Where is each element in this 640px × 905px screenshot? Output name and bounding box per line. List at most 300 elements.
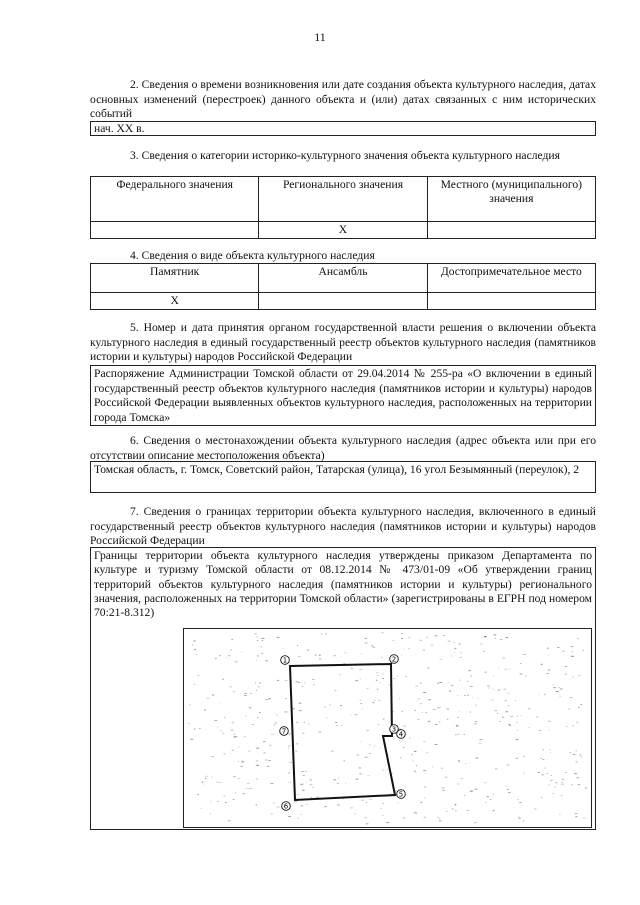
plan-speckle	[466, 810, 469, 811]
plan-speckle	[479, 743, 481, 744]
plan-speckle	[495, 768, 497, 769]
plan-speckle	[418, 698, 420, 699]
plan-speckle	[426, 637, 428, 638]
plan-speckle	[401, 638, 403, 639]
plan-speckle	[276, 715, 277, 716]
plan-speckle	[296, 722, 298, 723]
plan-speckle	[440, 659, 443, 660]
plan-speckle	[401, 633, 404, 634]
type-ensemble-mark	[259, 293, 427, 310]
section-2-value: нач. XX в.	[90, 121, 596, 136]
plan-speckle	[381, 808, 382, 809]
plan-speckle	[194, 729, 196, 730]
category-table	[90, 176, 596, 239]
plan-speckle	[233, 776, 236, 777]
plan-speckle	[304, 683, 305, 684]
plan-speckle	[205, 778, 206, 779]
plan-speckle	[231, 730, 234, 731]
plan-speckle	[583, 818, 586, 819]
plan-speckle	[412, 761, 414, 762]
plan-speckle	[467, 695, 469, 696]
plan-speckle	[545, 768, 546, 769]
plan-speckle	[312, 679, 315, 680]
plan-speckle	[528, 727, 530, 728]
plan-speckle	[570, 752, 571, 753]
plan-speckle	[405, 676, 406, 677]
plan-speckle	[517, 730, 518, 731]
plan-speckle	[246, 788, 247, 789]
plan-speckle	[421, 802, 423, 803]
plan-speckle	[403, 818, 406, 819]
plan-speckle	[502, 717, 504, 718]
plan-speckle	[361, 653, 362, 654]
plan-speckle	[321, 634, 322, 635]
plan-speckle	[193, 641, 196, 642]
plan-speckle	[299, 710, 302, 711]
plan-speckle	[573, 754, 575, 755]
plan-speckle	[423, 692, 426, 693]
plan-speckle	[263, 753, 265, 754]
plan-speckle	[271, 783, 274, 784]
plan-speckle	[576, 762, 578, 763]
type-table	[90, 263, 596, 310]
plan-speckle	[345, 783, 346, 784]
plan-speckle	[459, 680, 460, 681]
plan-speckle	[505, 669, 507, 670]
plan-speckle	[424, 797, 426, 798]
plan-speckle	[364, 817, 367, 818]
plan-speckle	[451, 685, 453, 686]
plan-speckle	[498, 668, 499, 669]
plan-speckle	[238, 747, 239, 748]
plan-speckle	[458, 760, 460, 761]
plan-speckle	[262, 640, 263, 641]
plan-speckle	[361, 800, 364, 801]
plan-speckle	[377, 689, 379, 690]
plan-speckle	[299, 703, 302, 704]
plan-speckle	[383, 678, 385, 679]
plan-speckle	[256, 804, 257, 805]
plan-speckle	[448, 641, 451, 642]
plan-speckle	[334, 655, 337, 656]
plan-speckle	[566, 726, 568, 727]
plan-speckle	[303, 775, 305, 776]
plan-speckle	[571, 646, 574, 647]
point-label-2: 2	[391, 655, 397, 664]
plan-speckle	[581, 704, 582, 705]
plan-speckle	[458, 734, 460, 735]
boundary-plan	[183, 628, 592, 828]
point-marker-5	[397, 790, 406, 799]
plan-speckle	[556, 782, 558, 783]
plan-speckle	[401, 655, 402, 656]
plan-speckle	[345, 653, 347, 654]
section-6-value: Томская область, г. Томск, Советский район, Татарская (улица), 16 угол Безымянный (переулок), 2	[90, 461, 596, 493]
plan-speckle	[371, 645, 373, 646]
plan-speckle	[307, 650, 309, 651]
plan-speckle	[215, 658, 217, 659]
plan-speckle	[517, 722, 518, 723]
plan-speckle	[571, 656, 573, 657]
plan-speckle	[214, 720, 217, 721]
plan-speckle	[572, 651, 573, 652]
plan-speckle	[196, 654, 197, 655]
plan-speckle	[224, 717, 225, 718]
plan-speckle	[205, 776, 208, 777]
plan-speckle	[301, 771, 304, 772]
plan-speckle	[483, 651, 485, 652]
plan-speckle	[266, 699, 269, 700]
plan-speckle	[225, 802, 227, 803]
plan-speckle	[438, 708, 440, 709]
plan-speckle	[267, 766, 270, 767]
plan-speckle	[416, 765, 417, 766]
plan-speckle	[420, 703, 422, 704]
plan-speckle	[256, 637, 257, 638]
plan-speckle	[437, 817, 438, 818]
plan-speckle	[441, 768, 443, 769]
plan-speckle	[493, 794, 494, 795]
plan-speckle	[360, 741, 361, 742]
plan-speckle	[439, 821, 442, 822]
plan-speckle	[583, 650, 584, 651]
section-5-value: Распоряжение Администрации Томской области от 29.04.2014 № 255-ра «О включении в единый государственный реестр объектов культурного наследия (памятников истории и культуры) народов Российской Федерации выявленных объектов культурного наследия, расположенных на территории города Томска»	[90, 365, 596, 426]
plan-speckle	[319, 655, 321, 656]
plan-speckle	[446, 811, 447, 812]
plan-speckle	[247, 783, 250, 784]
plan-speckle	[577, 638, 579, 639]
category-regional-mark: X	[259, 222, 427, 239]
plan-speckle	[451, 656, 452, 657]
plan-speckle	[256, 690, 257, 691]
plan-speckle	[245, 715, 247, 716]
plan-speckle	[244, 693, 247, 694]
plan-speckle	[351, 715, 352, 716]
plan-speckle	[414, 771, 416, 772]
plan-speckle	[400, 757, 401, 758]
plan-speckle	[192, 645, 193, 646]
plan-speckle	[207, 698, 210, 699]
plan-speckle	[297, 818, 299, 819]
plan-speckle	[369, 799, 372, 800]
plan-speckle	[301, 814, 303, 815]
plan-speckle	[548, 655, 549, 656]
plan-speckle	[202, 781, 203, 782]
plan-speckle	[335, 690, 337, 691]
plan-speckle	[308, 724, 310, 725]
plan-speckle	[340, 705, 342, 706]
plan-speckle	[576, 722, 579, 723]
plan-speckle	[475, 705, 477, 706]
plan-speckle	[223, 733, 225, 734]
plan-speckle	[543, 750, 544, 751]
plan-speckle	[448, 683, 449, 684]
plan-speckle	[289, 734, 291, 735]
plan-speckle	[560, 689, 563, 690]
plan-speckle	[475, 721, 477, 722]
plan-speckle	[546, 673, 549, 674]
plan-speckle	[229, 686, 232, 687]
plan-speckle	[383, 803, 384, 804]
plan-speckle	[484, 782, 487, 783]
plan-speckle	[402, 741, 403, 742]
plan-speckle	[516, 739, 519, 740]
plan-speckle	[505, 700, 507, 701]
plan-speckle	[508, 792, 510, 793]
plan-speckle	[338, 777, 339, 778]
plan-speckle	[399, 698, 400, 699]
plan-speckle	[188, 723, 190, 724]
plan-speckle	[553, 684, 554, 685]
plan-speckle	[260, 646, 261, 647]
plan-speckle	[367, 730, 369, 731]
section-7-heading: 7. Сведения о границах территории объекта культурного наследия, включенного в единый государственный реестр объектов культурного наследия (памятников истории и культуры) народов Российской Федерации	[90, 505, 596, 547]
plan-speckle	[301, 805, 303, 806]
point-label-1: 1	[282, 656, 288, 665]
plan-speckle	[316, 797, 319, 798]
plan-speckle	[277, 807, 280, 808]
plan-speckle	[380, 682, 381, 683]
plan-speckle	[505, 637, 508, 638]
plan-speckle	[217, 727, 218, 728]
plan-speckle	[249, 707, 251, 708]
plan-speckle	[409, 738, 411, 739]
plan-speckle	[454, 648, 456, 649]
plan-speckle	[538, 772, 540, 773]
plan-speckle	[248, 751, 250, 752]
plan-speckle	[495, 638, 496, 639]
plan-speckle	[360, 703, 362, 704]
plan-speckle	[241, 762, 244, 763]
plan-speckle	[423, 770, 426, 771]
plan-speckle	[194, 684, 196, 685]
plan-speckle	[318, 732, 321, 733]
plan-speckle	[517, 716, 518, 717]
plan-speckle	[376, 680, 378, 681]
plan-speckle	[528, 708, 530, 709]
point-label-5: 5	[398, 790, 404, 799]
plan-speckle	[525, 676, 526, 677]
plan-speckle	[194, 649, 196, 650]
plan-speckle	[210, 801, 211, 802]
plan-speckle	[504, 689, 506, 690]
plan-speckle	[423, 741, 425, 742]
plan-speckle	[365, 757, 368, 758]
plan-speckle	[470, 791, 473, 792]
plan-speckle	[365, 643, 368, 644]
plan-speckle	[293, 708, 295, 709]
plan-speckle	[277, 637, 280, 638]
plan-speckle	[456, 726, 458, 727]
plan-speckle	[404, 726, 407, 727]
plan-speckle	[507, 789, 509, 790]
plan-speckle	[560, 696, 561, 697]
plan-speckle	[550, 752, 551, 753]
plan-speckle	[571, 784, 573, 785]
plan-speckle	[425, 712, 427, 713]
plan-speckle	[480, 739, 483, 740]
plan-speckle	[562, 782, 563, 783]
plan-speckle	[453, 642, 454, 643]
plan-speckle	[493, 810, 495, 811]
plan-speckle	[255, 682, 256, 683]
plan-speckle	[553, 687, 556, 688]
plan-speckle	[439, 818, 440, 819]
plan-speckle	[217, 782, 219, 783]
plan-speckle	[506, 786, 507, 787]
plan-speckle	[457, 695, 458, 696]
plan-speckle	[544, 694, 546, 695]
point-marker-2	[390, 655, 399, 664]
plan-speckle	[485, 672, 487, 673]
plan-speckle	[418, 719, 420, 720]
plan-speckle	[541, 664, 543, 665]
plan-speckle	[364, 638, 367, 639]
plan-speckle	[495, 710, 498, 711]
plan-speckle	[221, 731, 222, 732]
plan-speckle	[362, 708, 363, 709]
plan-speckle	[336, 725, 338, 726]
plan-speckle	[468, 670, 471, 671]
plan-speckle	[507, 765, 510, 766]
plan-speckle	[382, 674, 384, 675]
plan-speckle	[554, 787, 556, 788]
plan-speckle	[372, 702, 374, 703]
plan-speckle	[497, 713, 498, 714]
plan-speckle	[570, 697, 573, 698]
plan-speckle	[576, 750, 577, 751]
plan-speckle	[359, 774, 362, 775]
plan-speckle	[550, 780, 553, 781]
plan-speckle	[298, 656, 301, 657]
plan-speckle	[202, 782, 203, 783]
plan-speckle	[507, 705, 510, 706]
plan-speckle	[578, 675, 580, 676]
plan-speckle	[577, 777, 580, 778]
plan-speckle	[573, 677, 574, 678]
plan-speckle	[219, 782, 221, 783]
section-2-heading: 2. Сведения о времени возникновения или дате создания объекта культурного наследия, датах основных изменений (перестроек) данного объекта и (или) датах связанных с ним исторических событий	[90, 78, 596, 120]
plan-speckle	[243, 793, 246, 794]
plan-speckle	[493, 675, 494, 676]
plan-speckle	[356, 779, 358, 780]
plan-speckle	[574, 773, 577, 774]
plan-speckle	[378, 700, 380, 701]
plan-speckle	[369, 744, 370, 745]
plan-speckle	[437, 683, 439, 684]
plan-speckle	[257, 765, 259, 766]
plan-speckle	[386, 822, 389, 823]
plan-speckle	[516, 758, 518, 759]
plan-speckle	[539, 730, 542, 731]
plan-speckle	[256, 660, 257, 661]
plan-speckle	[235, 661, 238, 662]
point-marker-1	[281, 656, 290, 665]
plan-speckle	[232, 722, 234, 723]
plan-speckle	[490, 799, 492, 800]
plan-speckle	[548, 784, 550, 785]
plan-speckle	[439, 721, 441, 722]
plan-speckle	[465, 763, 466, 764]
plan-speckle	[487, 796, 489, 797]
plan-speckle	[224, 796, 226, 797]
section-3-heading: 3. Сведения о категории историко-культурного значения объекта культурного наследия	[130, 149, 560, 162]
plan-speckle	[374, 700, 375, 701]
plan-speckle	[258, 686, 259, 687]
plan-speckle	[518, 818, 520, 819]
plan-speckle	[210, 814, 211, 815]
plan-speckle	[367, 775, 369, 776]
plan-speckle	[283, 648, 284, 649]
plan-speckle	[302, 733, 304, 734]
plan-speckle	[329, 704, 330, 705]
plan-speckle	[199, 728, 201, 729]
plan-speckle	[289, 782, 291, 783]
plan-speckle	[411, 754, 413, 755]
plan-speckle	[285, 712, 288, 713]
plan-speckle	[356, 755, 359, 756]
plan-speckle	[335, 722, 337, 723]
plan-speckle	[240, 766, 243, 767]
plan-speckle	[552, 793, 554, 794]
plan-speckle	[275, 722, 278, 723]
plan-speckle	[337, 805, 340, 806]
plan-speckle	[235, 792, 236, 793]
plan-speckle	[474, 723, 476, 724]
plan-speckle	[442, 788, 445, 789]
plan-speckle	[306, 804, 308, 805]
plan-speckle	[507, 693, 509, 694]
plan-speckle	[256, 760, 258, 761]
plan-speckle	[420, 683, 422, 684]
plan-speckle	[523, 756, 524, 757]
plan-speckle	[563, 651, 565, 652]
plan-speckle	[337, 783, 339, 784]
plan-speckle	[250, 693, 252, 694]
section-7-value: Границы территории объекта культурного наследия утверждены приказом Департамента по культуре и туризму Томской области от 08.12.2014 № 473/01-09 «Об утверждении границ территорий объектов культурного наследия (памятников истории и культуры) регионального значения, расположенных на территории Томской области» (зарегистрированы в ЕГРН под номером 70:21-8.312)	[94, 549, 592, 620]
plan-speckle	[511, 716, 513, 717]
plan-speckle	[244, 695, 247, 696]
plan-speckle	[578, 707, 579, 708]
plan-speckle	[485, 802, 487, 803]
plan-speckle	[360, 679, 361, 680]
plan-speckle	[359, 768, 361, 769]
plan-speckle	[575, 813, 578, 814]
plan-speckle	[401, 711, 403, 712]
plan-speckle	[304, 722, 305, 723]
plan-speckle	[464, 734, 466, 735]
plan-speckle	[478, 698, 479, 699]
plan-speckle	[306, 781, 307, 782]
plan-speckle	[259, 712, 261, 713]
plan-speckle	[424, 787, 426, 788]
plan-speckle	[481, 637, 483, 638]
plan-speckle	[494, 634, 497, 635]
plan-speckle	[382, 770, 384, 771]
plan-speckle	[459, 761, 460, 762]
plan-speckle	[521, 715, 522, 716]
plan-speckle	[189, 704, 191, 705]
plan-speckle	[399, 740, 400, 741]
plan-speckle	[568, 708, 570, 709]
plan-speckle	[197, 794, 199, 795]
plan-speckle	[228, 820, 231, 821]
plan-speckle	[550, 749, 551, 750]
plan-speckle	[472, 697, 473, 698]
plan-speckle	[543, 759, 545, 760]
plan-speckle	[492, 689, 493, 690]
plan-speckle	[561, 795, 563, 796]
